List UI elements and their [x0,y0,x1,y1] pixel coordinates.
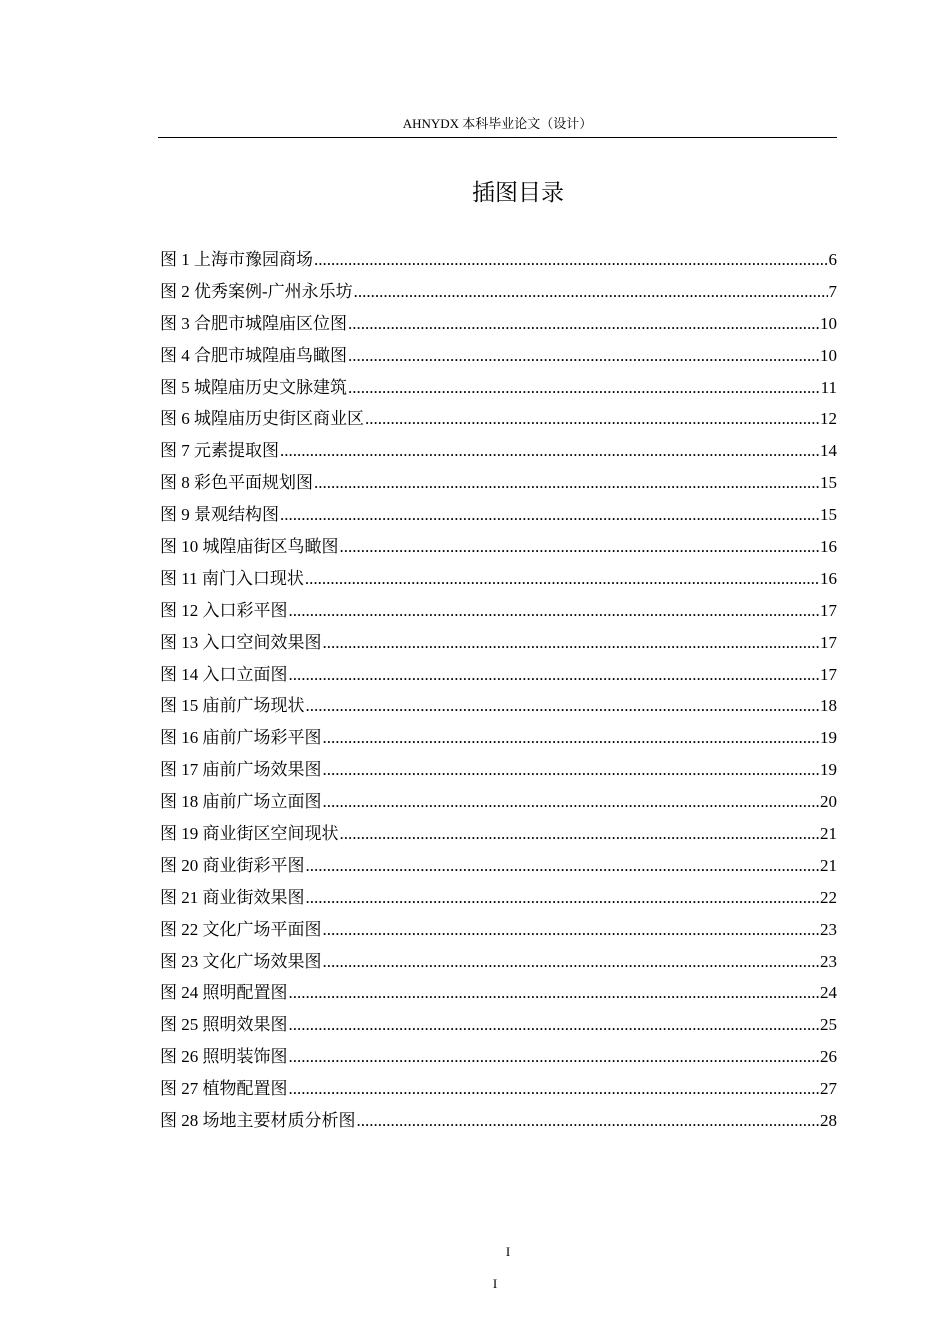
dot-leader [289,663,820,687]
toc-entry[interactable] [160,950,837,982]
toc-entry-label: 图 22 文化广场平面图 [160,919,322,939]
toc-entry-label: 图 27 植物配置图 [160,1079,288,1099]
toc-entry-page: 19 [820,760,837,780]
toc-entry-label: 图 14 入口立面图 [160,664,288,684]
dot-leader [280,439,819,463]
dot-leader [323,918,820,942]
dot-leader [348,312,819,336]
dot-leader [354,280,828,304]
toc-entry-label: 图 19 商业街区空间现状 [160,824,339,844]
header-rule [158,137,837,138]
toc-entry[interactable] [160,439,837,471]
toc-entry-page: 27 [820,1079,837,1099]
toc-entry-label: 图 12 入口彩平图 [160,600,288,620]
toc-entry-label: 图 13 入口空间效果图 [160,632,322,652]
dot-leader [306,694,820,718]
toc-entry-page: 26 [820,1047,837,1067]
toc-entry-page: 21 [820,855,837,875]
toc-entry-label: 图 8 彩色平面规划图 [160,473,313,493]
dot-leader [340,535,820,559]
toc-entry-label: 图 1 上海市豫园商场 [160,250,313,269]
toc-entry-page: 17 [820,632,837,652]
toc-entry[interactable] [160,407,837,439]
toc-entry-label: 图 4 合肥市城隍庙鸟瞰图 [160,345,347,365]
dot-leader [348,344,819,368]
dot-leader [289,599,820,623]
toc-entry-page: 15 [820,473,837,493]
toc-entry[interactable] [160,312,837,344]
toc-entry[interactable] [160,631,837,663]
figure-list [160,248,837,1141]
dot-leader [305,567,819,591]
toc-entry-page: 23 [820,919,837,939]
toc-entry-label: 图 17 庙前广场效果图 [160,760,322,780]
dot-leader [280,503,819,527]
toc-entry[interactable] [160,854,837,886]
toc-entry-page: 17 [820,600,837,620]
dot-leader [323,950,820,974]
toc-entry-label: 图 10 城隍庙街区鸟瞰图 [160,537,339,557]
toc-entry[interactable] [160,1109,837,1141]
toc-entry-page: 18 [820,696,837,716]
dot-leader [314,471,819,495]
toc-entry[interactable] [160,280,837,312]
toc-entry[interactable] [160,790,837,822]
dot-leader [289,1077,820,1101]
toc-entry-page: 24 [820,983,837,1003]
dot-leader [323,631,820,655]
toc-entry[interactable] [160,1045,837,1077]
toc-entry-label: 图 28 场地主要材质分析图 [160,1111,356,1131]
toc-entry-label: 图 24 照明配置图 [160,983,288,1003]
toc-entry-page: 23 [820,951,837,971]
toc-entry-page: 7 [828,281,837,301]
toc-entry[interactable] [160,822,837,854]
dot-leader [340,822,820,846]
toc-entry-page: 16 [820,568,837,588]
toc-entry-page: 16 [820,537,837,557]
dot-leader [306,854,820,878]
toc-entry[interactable] [160,694,837,726]
toc-entry-page: 20 [820,792,837,812]
toc-entry-label: 图 9 景观结构图 [160,505,279,525]
dot-leader [314,248,828,272]
running-header: AHNYDX 本科毕业论文（设计） [402,116,593,131]
toc-entry-page: 14 [820,441,837,461]
toc-entry[interactable] [160,1077,837,1109]
toc-entry-label: 图 2 优秀案例-广州永乐坊 [160,281,353,301]
toc-entry-page: 17 [820,664,837,684]
toc-entry-page: 19 [820,728,837,748]
toc-entry-label: 图 18 庙前广场立面图 [160,792,322,812]
toc-entry-page: 28 [820,1111,837,1131]
dot-leader [323,726,820,750]
toc-entry[interactable] [160,567,837,599]
toc-entry-label: 图 11 南门入口现状 [160,568,304,588]
dot-leader [323,790,820,814]
toc-entry-page: 11 [820,377,837,397]
toc-entry-label: 图 7 元素提取图 [160,441,279,461]
dot-leader [365,407,819,431]
toc-entry-label: 图 20 商业街彩平图 [160,855,305,875]
dot-leader [357,1109,820,1133]
toc-entry[interactable] [160,376,837,408]
page-number-secondary: I [492,1276,498,1291]
toc-entry[interactable] [160,599,837,631]
dot-leader [348,376,820,400]
toc-entry-page: 10 [820,313,837,333]
toc-entry[interactable] [160,344,837,376]
toc-entry-page: 10 [820,345,837,365]
toc-entry[interactable] [160,503,837,535]
dot-leader [289,981,820,1005]
toc-entry-label: 图 15 庙前广场现状 [160,696,305,716]
toc-entry-label: 图 5 城隍庙历史文脉建筑 [160,377,347,397]
toc-entry[interactable] [160,471,837,503]
toc-entry[interactable] [160,535,837,567]
toc-entry-label: 图 25 照明效果图 [160,1015,288,1035]
toc-entry-page: 22 [820,887,837,907]
toc-entry-label: 图 26 照明装饰图 [160,1047,288,1067]
toc-entry[interactable] [160,758,837,790]
dot-leader [306,886,820,910]
page-number: I [505,1244,511,1259]
toc-entry[interactable] [160,1013,837,1045]
toc-entry-label: 图 16 庙前广场彩平图 [160,728,322,748]
page-title: 插图目录 [472,180,564,206]
toc-entry-label: 图 21 商业街效果图 [160,887,305,907]
toc-entry-page: 25 [820,1015,837,1035]
toc-entry[interactable] [160,248,837,280]
toc-entry[interactable] [160,663,837,695]
toc-entry-label: 图 3 合肥市城隍庙区位图 [160,313,347,333]
toc-entry-page: 15 [820,505,837,525]
toc-entry[interactable] [160,981,837,1013]
toc-entry-page: 21 [820,824,837,844]
dot-leader [289,1045,820,1069]
toc-entry[interactable] [160,886,837,918]
toc-entry[interactable] [160,726,837,758]
dot-leader [323,758,820,782]
toc-entry[interactable] [160,918,837,950]
dot-leader [289,1013,820,1037]
toc-entry-page: 6 [828,250,837,269]
toc-entry-label: 图 23 文化广场效果图 [160,951,322,971]
toc-entry-label: 图 6 城隍庙历史街区商业区 [160,409,364,429]
toc-entry-page: 12 [820,409,837,429]
